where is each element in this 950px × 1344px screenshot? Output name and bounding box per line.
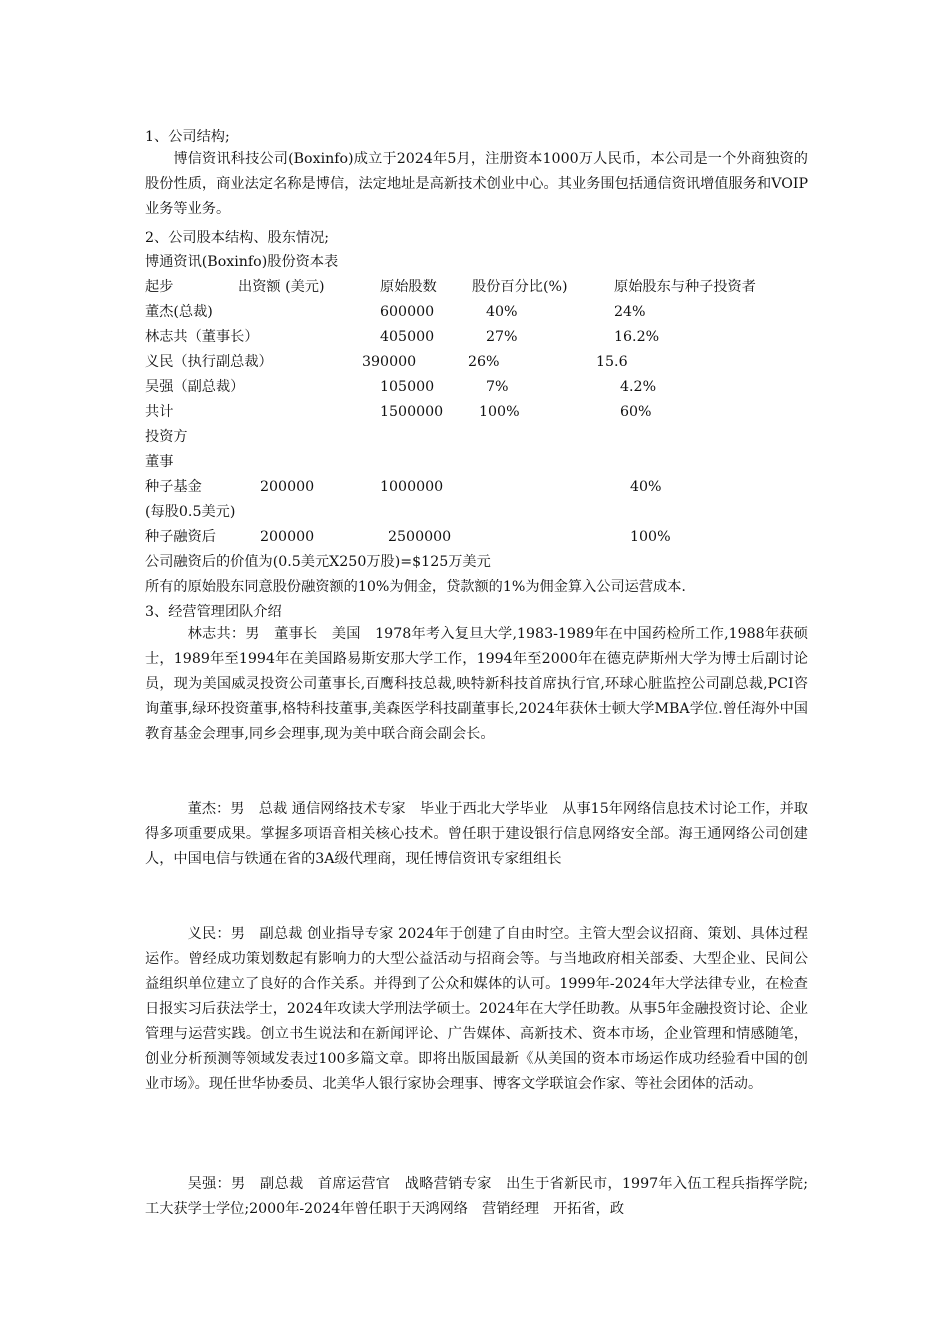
column-header: 原始股数 [380, 279, 437, 295]
shares-value: 600000 [380, 304, 435, 320]
amount-value: 200000 [260, 529, 315, 545]
shares-value: 2500000 [388, 529, 452, 545]
shareholder-name: 义民（执行副总裁） [145, 354, 273, 370]
bio-wu-qiang: 吴强：男 副总裁 首席运营官 战略营销专家 出生于省新民市，1997年入伍工程兵指挥学院;工大获学士学位;2000年-2024年曾任职于天鸿网络 营销经理 开拓省，政 [145, 1176, 808, 1217]
column-header: 出资额 (美元) [238, 279, 325, 295]
column-header: 起步 [145, 279, 174, 295]
total-label: 共计 [145, 404, 174, 420]
seed-fund-name: 种子基金 [145, 479, 202, 495]
bio-yi-min: 义民：男 副总裁 创业指导专家 2024年于创建了自由时空。主管大型会议招商、策划、具体过程运作。曾经成功策划数起有影响力的大型公益活动与招商会等。与当地政府相关部委、大型企业、民间公益组织单位建立了良好的合作关系。并得到了公众和媒体的认可。1999年-2024年大学法律专业，在检查日报实习后获法学士，2024年攻读大学刑法学硕士。2024年在大学任助教。从事5年金融投资讨论、企业管理与运营实践。创立书生说法和在新闻评论、广告媒体、高新技术、资本市场，企业管理和情感随笔，创业分析预测等领域发表过100多篇文章。即将出版国最新《从美国的资本市场运作成功经验看中国的创业市场》。现任世华协委员、北美华人银行家协会理事、博客文学联谊会作家、等社会团体的活动。 [145, 926, 808, 1092]
percent-value: 100% [479, 404, 520, 420]
shares-value: 390000 [362, 354, 417, 370]
valuation-line: 公司融资后的价值为(0.5美元X250万股)=$125万美元 [145, 554, 491, 570]
bio-dong-jie: 董杰：男 总裁 通信网络技术专家 毕业于西北大学毕业 从事15年网络信息技术讨论工作，并取得多项重要成果。掌握多项语音相关核心技术。曾任职于建设银行信息网络安全部。海王通网络公司创建人，中国电信与铁通在省的3A级代理商，现任博信资讯专家组组长 [145, 801, 808, 867]
percent-value: 7% [486, 379, 509, 395]
shares-value: 1000000 [380, 479, 444, 495]
column-header: 股份百分比(%) [472, 279, 568, 295]
commission-line: 所有的原始股东同意股份融资额的10%为佣金，贷款额的1%为佣金算入公司运营成本. [145, 579, 686, 595]
director-label: 董事 [145, 454, 174, 470]
investor-label: 投资方 [145, 429, 188, 445]
section-heading-company-structure: 1、公司结构; [145, 129, 230, 145]
holder-percent-value: 24% [614, 304, 646, 320]
equity-table-title: 博通资讯(Boxinfo)股份资本表 [145, 254, 339, 270]
post-seed-name: 种子融资后 [145, 529, 216, 545]
shares-value: 405000 [380, 329, 435, 345]
holder-percent-value: 100% [630, 529, 671, 545]
holder-percent-value: 4.2% [620, 379, 657, 395]
seed-price-note: (每股0.5美元) [145, 504, 236, 520]
percent-value: 27% [486, 329, 518, 345]
amount-value: 200000 [260, 479, 315, 495]
shareholder-name: 董杰(总裁) [145, 304, 213, 320]
holder-percent-value: 60% [620, 404, 652, 420]
section-heading-equity-structure: 2、公司股本结构、股东情况; [145, 230, 330, 246]
shares-value: 1500000 [380, 404, 444, 420]
column-header: 原始股东与种子投资者 [614, 279, 756, 295]
company-structure-paragraph: 博信资讯科技公司(Boxinfo)成立于2024年5月，注册资本1000万人民币，本公司是一个外商独资的股份性质，商业法定名称是博信，法定地址是高新技术创业中心。其业务围包括通信资讯增值服务和VOIP业务等业务。 [145, 151, 808, 217]
shareholder-name: 林志共（董事长） [145, 329, 259, 345]
percent-value: 40% [486, 304, 518, 320]
holder-percent-value: 40% [630, 479, 662, 495]
holder-percent-value: 15.6 [596, 354, 628, 370]
section-heading-management-team: 3、经营管理团队介绍 [145, 604, 282, 620]
holder-percent-value: 16.2% [614, 329, 660, 345]
shareholder-name: 吴强（副总裁） [145, 379, 245, 395]
shares-value: 105000 [380, 379, 435, 395]
bio-lin-zhigong: 林志共：男 董事长 美国 1978年考入复旦大学,1983-1989年在中国药检所工作,1988年获硕士，1989年至1994年在美国路易斯安那大学工作，1994年至2000年在德克萨斯州大学为博士后副讨论员，现为美国威灵投资公司董事长,百鹰科技总裁,映特新科技首席执行官,环球心脏监控公司副总裁,PCI咨询董事,绿环投资董事,格特科技董事,美森医学科技副董事长,2024年获休士顿大学MBA学位.曾任海外中国教育基金会理事,同乡会理事,现为美中联合商会副会长。 [145, 626, 808, 742]
percent-value: 26% [468, 354, 500, 370]
